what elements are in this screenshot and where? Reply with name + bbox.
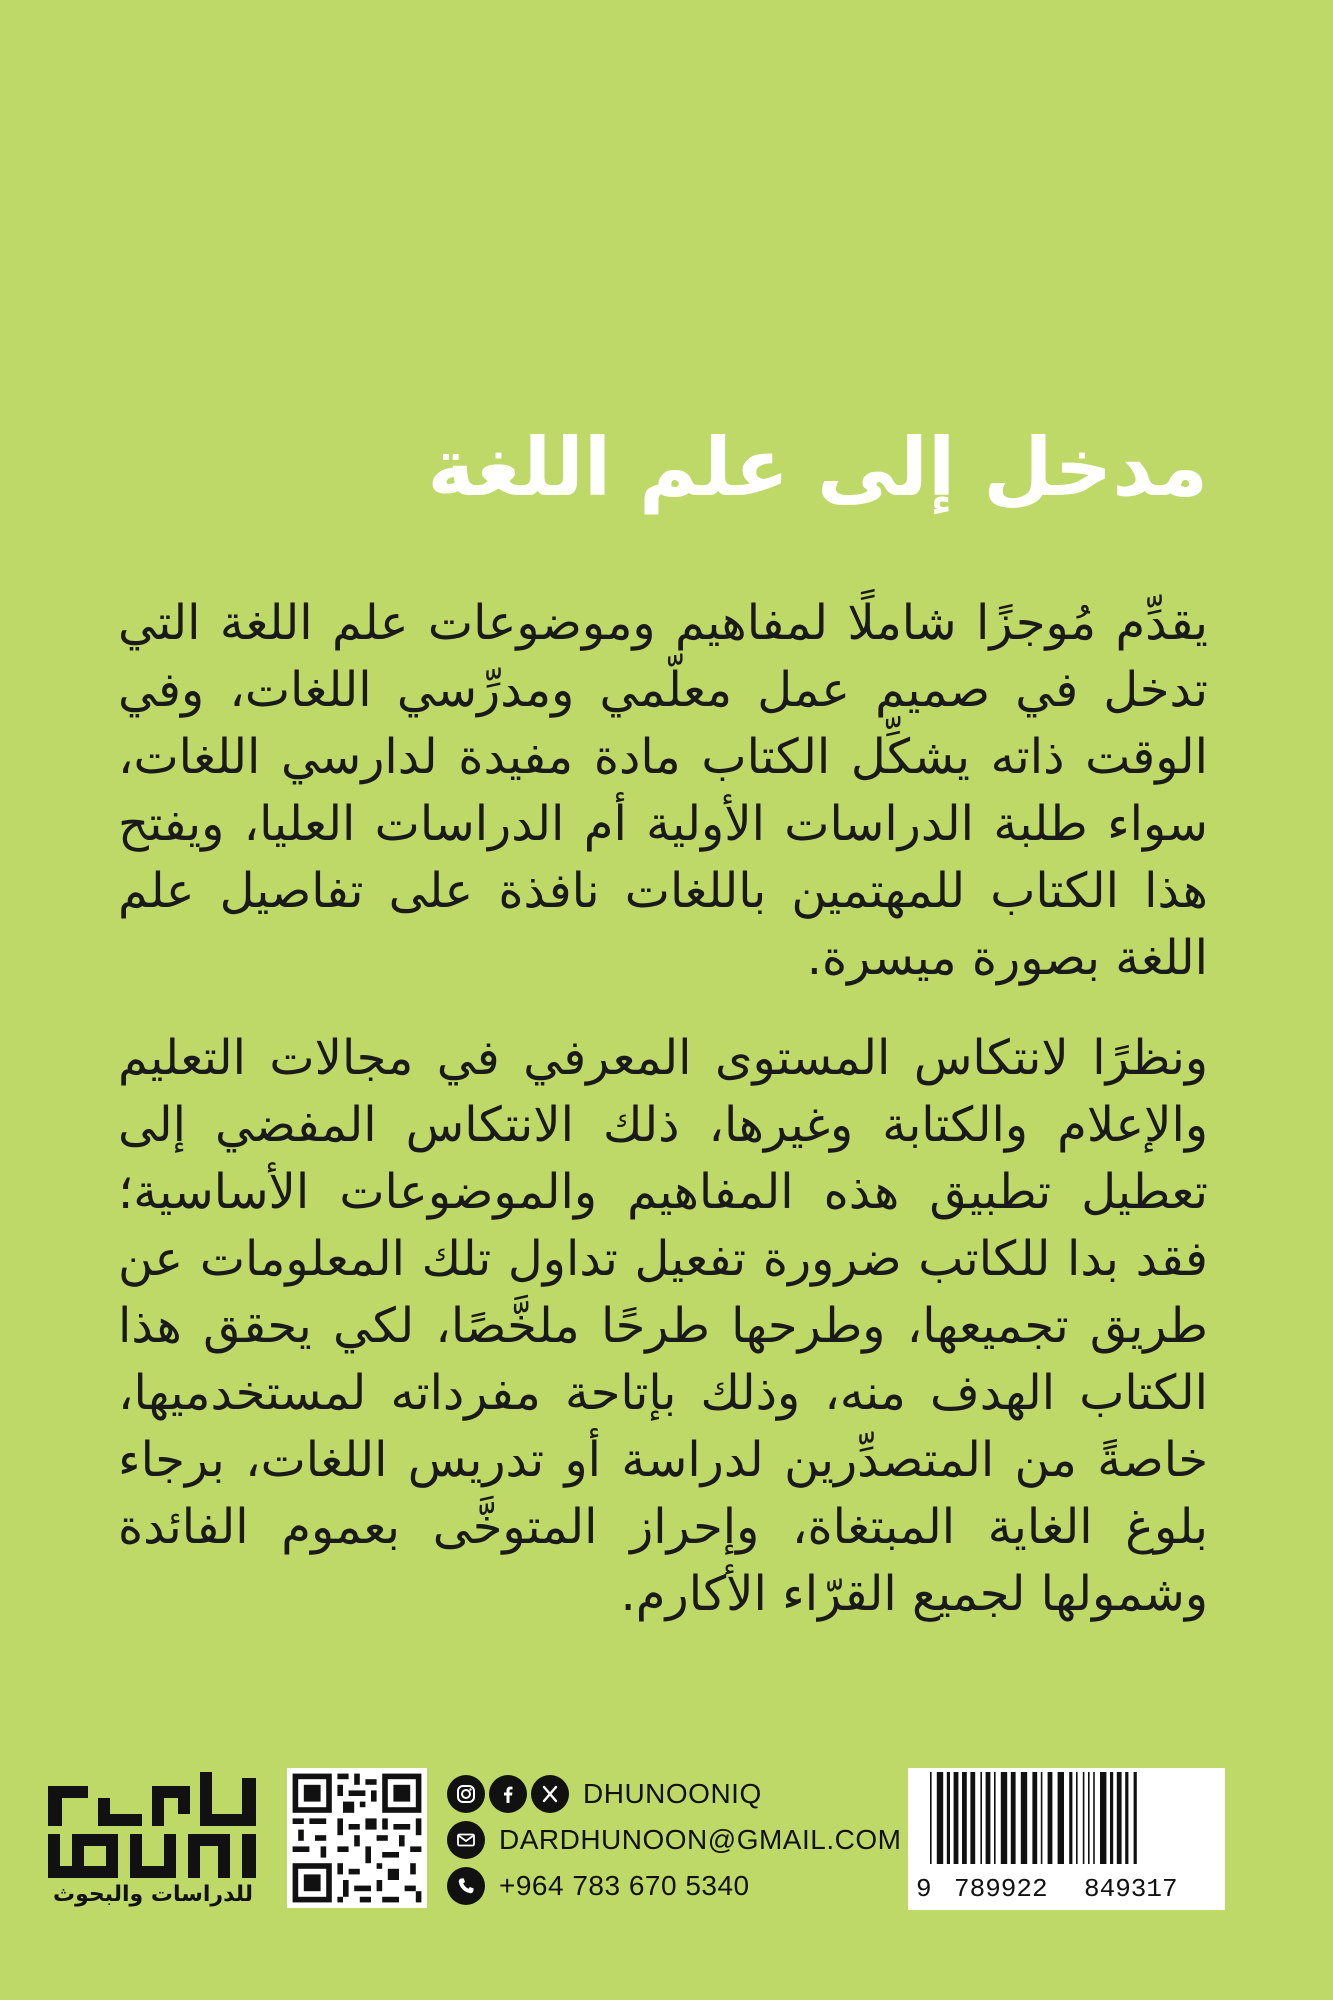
isbn-barcode — [908, 1768, 1225, 1910]
barcode-bar — [1021, 1772, 1027, 1864]
qr-code[interactable] — [287, 1768, 427, 1908]
social-row — [447, 1772, 762, 1816]
facebook-icon[interactable] — [489, 1775, 527, 1813]
x-icon[interactable] — [531, 1775, 569, 1813]
barcode-bar — [1100, 1772, 1106, 1864]
barcode-bar — [980, 1772, 982, 1864]
barcode-bar — [1083, 1772, 1085, 1864]
phone-row — [447, 1864, 750, 1908]
barcode-bar — [1069, 1772, 1072, 1864]
barcode-bar — [1093, 1772, 1095, 1864]
barcode-bar — [962, 1772, 967, 1864]
barcode-bar — [986, 1772, 991, 1864]
barcode-bar — [1088, 1772, 1090, 1864]
blurb-paragraph-2: ونظرًا لانتكاس المستوى المعرفي في مجالات التعليم والإعلام والكتابة وغيرها، ذلك الانتكاس المفضي إلى تعطيل تطبيق هذه المفاهيم والموضوعات الأساسية؛ فقد بدا للكاتب ضرورة تفعيل تداول تلك المعلومات عن طريق تجميعها، وطرحها طرحًا ملخَّصًا، لكي يحقق هذا الكتاب الهدف منه، وذلك بإتاحة مفرداته لمستخدميها، خاصةً من المتصدِّرين لدراسة أو تدريس اللغات، برجاء بلوغ الغاية المبتغاة، وإحراز المتوخَّى بعموم الفائدة وشمولها لجميع القرّاء الأكارم. — [118, 1030, 1208, 1622]
barcode-bar — [1076, 1772, 1078, 1864]
phone-icon — [447, 1867, 485, 1905]
blurb-paragraph-1: يقدِّم مُوجزًا شاملًا لمفاهيم وموضوعات علم اللغة التي تدخل في صميم عمل معلّمي ومدرِّسي اللغات، وفي الوقت ذاته يشكِّل الكتاب مادة مفيدة لدارسي اللغات، سواء طلبة الدراسات الأولية أم الدراسات العليا، ويفتح هذا الكتاب للمهتمين باللغات نافذة على تفاصيل علم اللغة بصورة ميسرة. — [118, 595, 1208, 986]
barcode-bar — [1048, 1772, 1053, 1864]
email-row — [447, 1818, 901, 1862]
barcode-bar — [1110, 1772, 1113, 1864]
barcode-bar — [970, 1772, 975, 1864]
social-handle[interactable]: DHUNOONIQ — [583, 1778, 762, 1809]
barcode-digits-last: 849317 — [1084, 1874, 1178, 1904]
barcode-bar — [1041, 1772, 1043, 1864]
barcode-bar — [954, 1772, 959, 1864]
barcode-bar — [1032, 1772, 1037, 1864]
email-address[interactable]: DARDHUNOON@GMAIL.COM — [499, 1824, 902, 1855]
publisher-caption: للدراسات والبحوث — [52, 1882, 254, 1907]
barcode-bar — [1058, 1772, 1064, 1864]
barcode-bar — [937, 1772, 943, 1864]
barcode-bar — [1125, 1772, 1128, 1864]
footer — [0, 1768, 1333, 1918]
barcode-bar — [1134, 1772, 1137, 1864]
barcode-bar — [1011, 1772, 1016, 1864]
barcode-digits — [908, 1868, 1225, 1908]
barcode-bar — [1117, 1772, 1122, 1864]
contact-block — [447, 1768, 902, 1918]
email-icon — [447, 1821, 485, 1859]
instagram-icon[interactable] — [447, 1775, 485, 1813]
barcode-bar — [994, 1772, 996, 1864]
barcode-bar — [947, 1772, 950, 1864]
book-title: مدخل إلى علم اللغة — [427, 421, 1208, 514]
barcode-bar — [1001, 1772, 1007, 1864]
phone-number[interactable]: +964 783 670 5340 — [499, 1870, 750, 1901]
barcode-digits-middle: 789922 — [954, 1874, 1048, 1904]
barcode-bar — [930, 1772, 932, 1864]
barcode-bars — [908, 1768, 1225, 1868]
barcode-digit-first: 9 — [916, 1874, 932, 1904]
